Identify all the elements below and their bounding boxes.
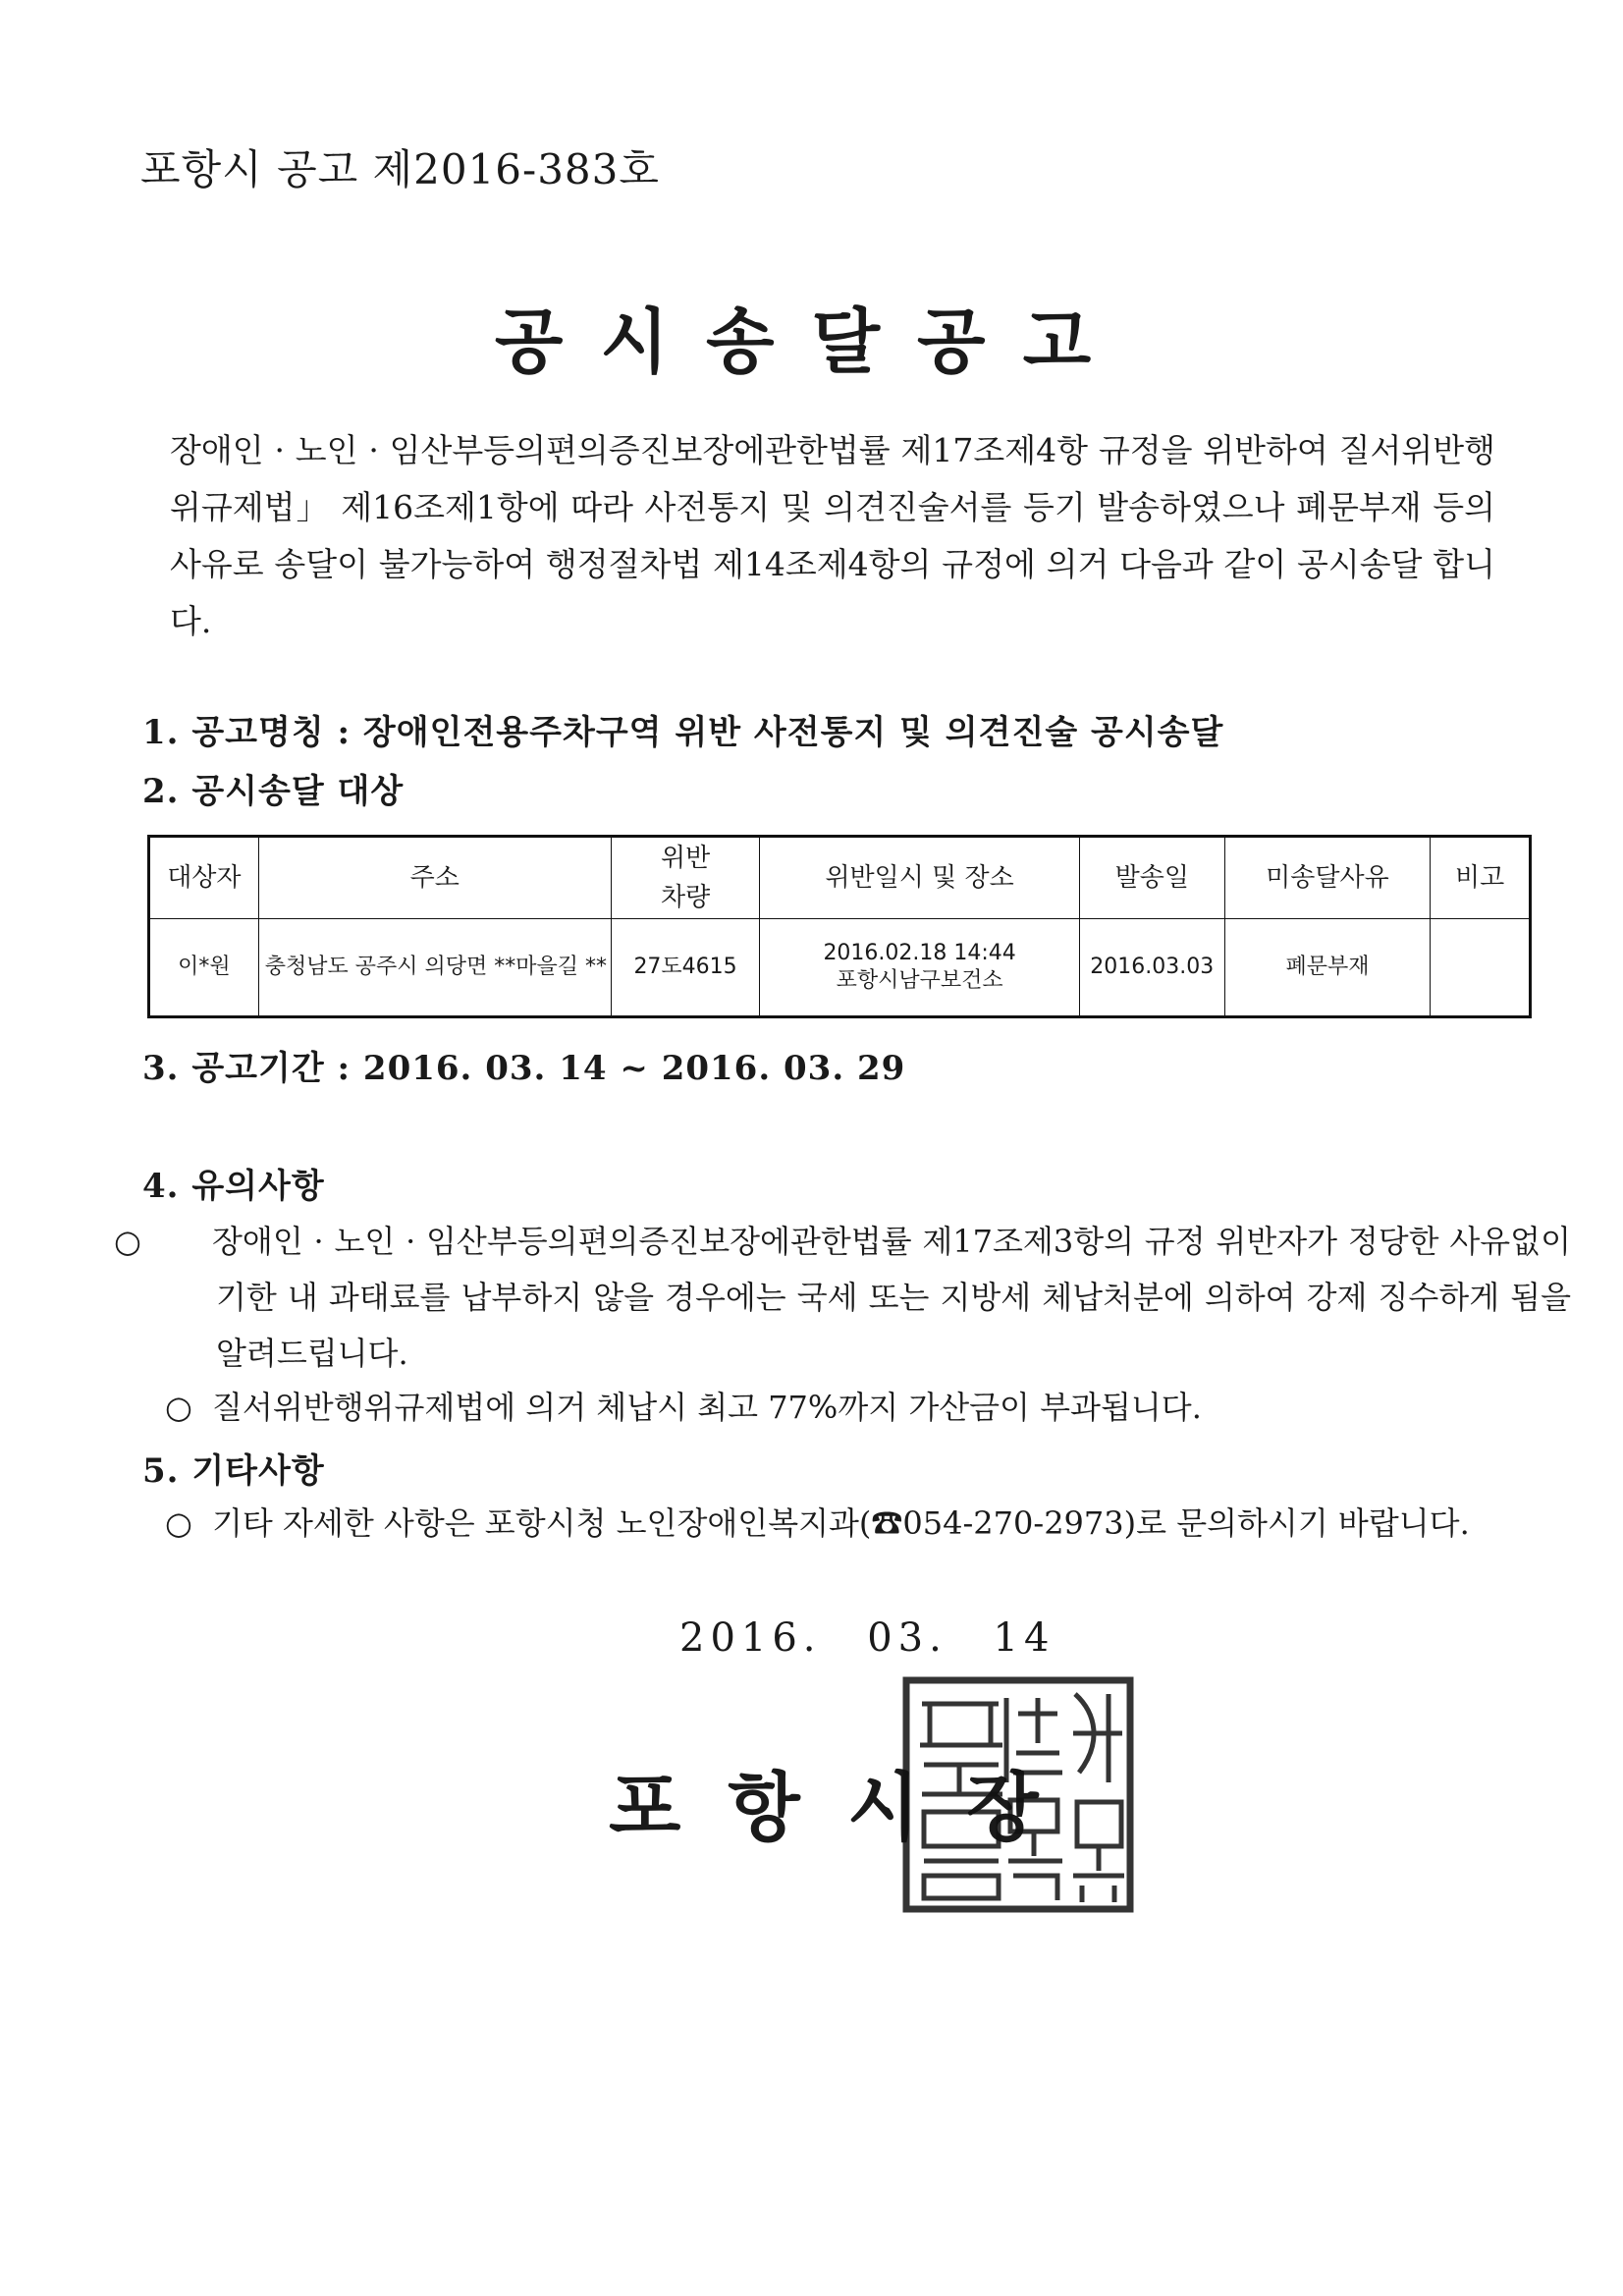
bullet-circle-icon: ○: [165, 1504, 192, 1542]
bullet-circle-icon: ○: [114, 1223, 141, 1260]
cell-datetime-place: [760, 919, 1079, 1017]
intro-paragraph: 장애인 · 노인 · 임산부등의편의증진보장에관한법률 제17조제4항 규정을 위반하여 질서위반행위규제법」 제16조제1항에 따라 사전통지 및 의견진술서를 등기 발송하였으나 폐문부재 등의 사유로 송달이 불가능하여 행정절차법 제14조제4항의 규정에 의거 다음과 같이 공시송달 합니다.: [170, 431, 1495, 640]
section-3-period: 3. 공고기간 : 2016. 03. 14 ~ 2016. 03. 29: [142, 1049, 906, 1088]
section-5-other-heading: 5. 기타사항: [142, 1451, 325, 1491]
col-header-remarks: 비고: [1431, 837, 1531, 919]
col-header-vehicle-line2: 차량: [660, 883, 711, 912]
bullet-circle-icon: ○: [165, 1389, 192, 1426]
cell-place: 포항시남구보건소: [836, 968, 1003, 993]
other-text: 기타 자세한 사항은 포항시청 노인장애인복지과(☎054-270-2973)로 문의하시기 바랍니다.: [212, 1504, 1470, 1542]
col-header-datetime-place: 위반일시 및 장소: [760, 837, 1079, 919]
col-header-vehicle-line1: 위반: [660, 844, 711, 873]
document-title: 공시송달공고: [494, 300, 1129, 383]
col-header-address: 주소: [258, 837, 611, 919]
col-header-target: 대상자: [149, 837, 259, 919]
col-header-send-date: 발송일: [1079, 837, 1224, 919]
col-header-reason: 미송달사유: [1224, 837, 1430, 919]
cell-address: 충청남도 공주시 의당면 **마을길 **: [258, 919, 611, 1017]
note-text-2: 질서위반행위규제법에 의거 체납시 최고 77%까지 가산금이 부과됩니다.: [212, 1389, 1202, 1426]
cell-send-date: 2016.03.03: [1079, 919, 1224, 1017]
cell-reason: 폐문부재: [1224, 919, 1430, 1017]
section-2-target-heading: 2. 공시송달 대상: [142, 772, 405, 811]
target-table: [147, 835, 1532, 1018]
table-row: [149, 919, 1531, 1017]
note-text-1: 장애인 · 노인 · 임산부등의편의증진보장에관한법률 제17조제3항의 규정 위반자가 정당한 사유없이 기한 내 과태료를 납부하지 않을 경우에는 국세 또는 지방세 체납처분에 의하여 강제 징수하게 됨을 알려드립니다.: [212, 1223, 1571, 1372]
note-item-2: [165, 1380, 1520, 1436]
table-header-row: [149, 837, 1531, 919]
col-header-vehicle: [611, 837, 760, 919]
other-item: [165, 1496, 1520, 1552]
notice-date: 2016. 03. 14: [679, 1615, 1055, 1661]
note-item-1: [114, 1214, 1571, 1382]
cell-remarks: [1431, 919, 1531, 1017]
cell-datetime: 2016.02.18 14:44: [823, 941, 1016, 965]
official-seal-icon: [900, 1674, 1136, 1915]
cell-target: 이*원: [149, 919, 259, 1017]
cell-vehicle: 27도4615: [611, 919, 760, 1017]
signer-name: 포항시장: [609, 1764, 1086, 1851]
notice-number: 포항시 공고 제2016-383호: [140, 145, 660, 193]
section-4-notes-heading: 4. 유의사항: [142, 1167, 325, 1206]
section-1-notice-name: 1. 공고명칭 : 장애인전용주차구역 위반 사전통지 및 의견진술 공시송달: [142, 713, 1224, 752]
